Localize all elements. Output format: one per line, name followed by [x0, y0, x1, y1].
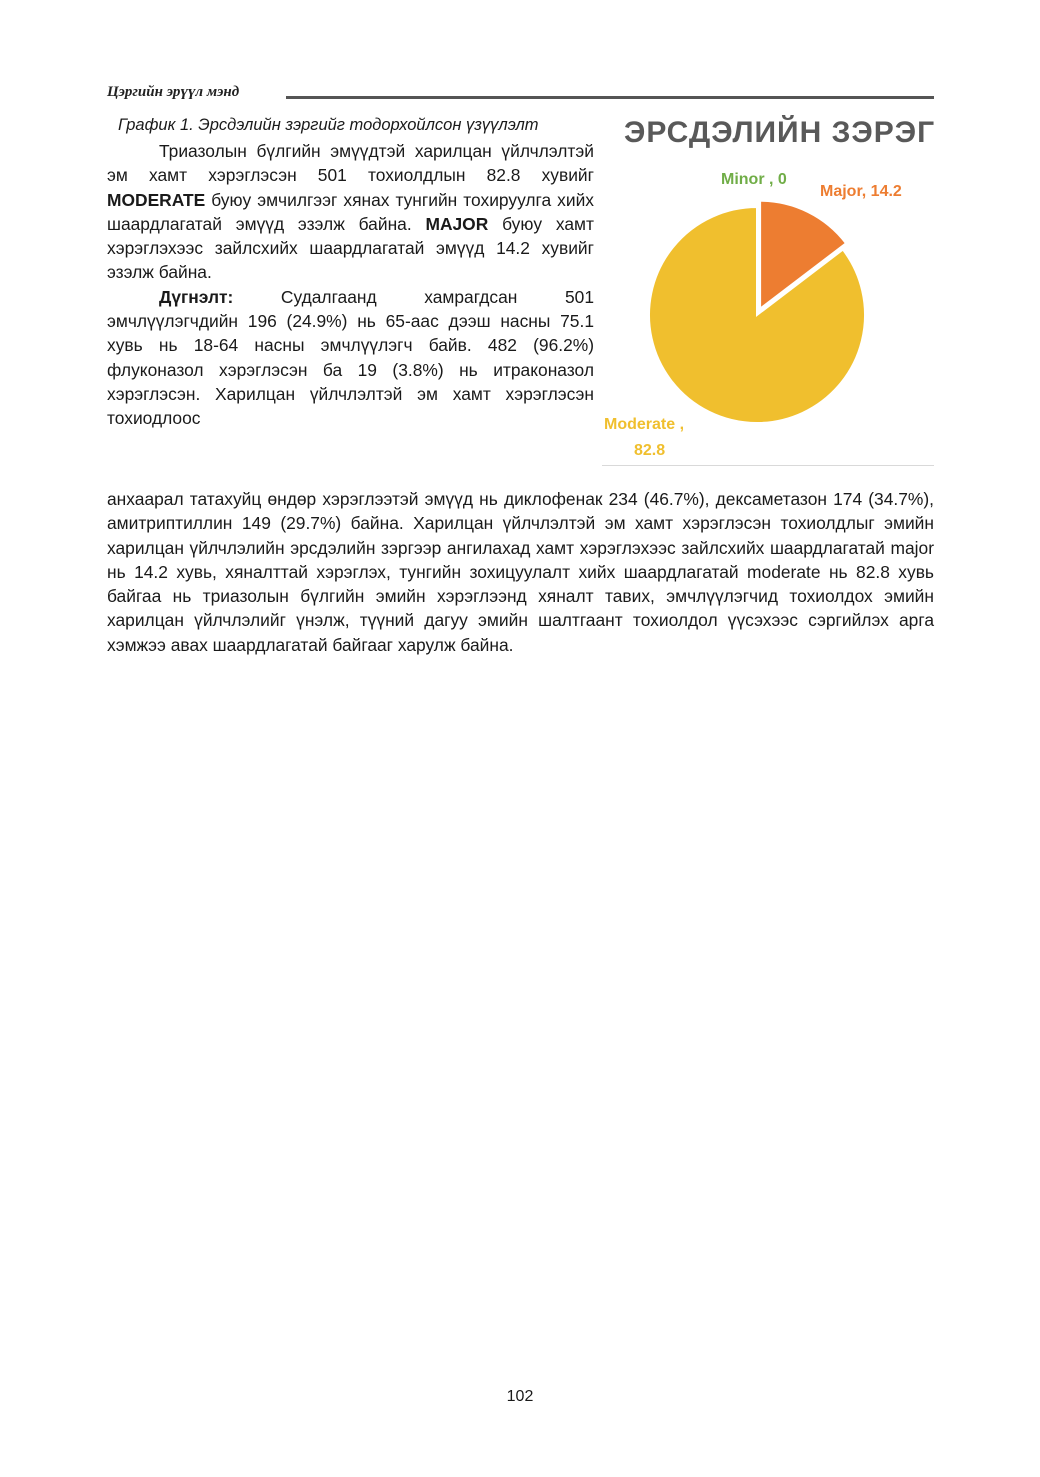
running-header: Цэргийн эрүүл мэнд	[107, 84, 240, 100]
para2-text-b: анхаарал татахуйц өндөр хэрэглээтэй эмүүд нь диклофенак 234 (46.7%), дексаметазон 174 (34.7%), амитриптиллин 149 (29.7%) байна. Харилцан үйлчлэлтэй эм хамт хэрэглэсэн тохиолдлыг эмийн харилцан үйлчлэлийн эрсдэлийн зэргээр ангилахад	[107, 489, 934, 558]
label-major: Major, 14.2	[820, 183, 902, 200]
label-moderate-name: Moderate ,	[604, 416, 685, 433]
para1-text-e: буюу хамт хэрэглэхээс зайлсхийх шаардлагатай эмүүд 14.2 хувийг эзэлж байна.	[107, 213, 594, 283]
major-term: MAJOR	[425, 213, 489, 234]
para1-text-c: буюу эмчилгээг хянах тунгийн тохируулга хийх шаардлагатай эмүүд эзэлж байна.	[107, 189, 594, 234]
figure-caption: График 1. Эрсдэлийн зэргийг тодорхойлсон үзүүлэлт	[118, 116, 539, 134]
label-minor: Minor , 0	[721, 171, 787, 188]
para2-text-a: Судалгаанд хамрагдсан 501 эмчлүүлэгчдийн 196 (24.9%) нь 65-аас дээш насны 75.1 хувь нь 18-64 насны эмчлүүлэгч байв. 482 (96.2%) флуконазол хэрэглэсэн ба 19 (3.8%) нь итраконазол хэрэглэсэн. Харилцан үйлчлэлтэй эм хамт хэрэглэсэн тохиодлоос	[107, 286, 594, 429]
chart-bottom-rule	[602, 465, 934, 466]
chart-title: ЭРСДЭЛИЙН ЗЭРЭГ	[624, 116, 936, 149]
label-moderate-value: 82.8	[634, 442, 666, 459]
moderate-term: MODERATE	[107, 189, 206, 210]
risk-pie-chart	[600, 108, 940, 470]
header-divider	[286, 96, 934, 99]
conclusion-label: Дүгнэлт:	[159, 286, 234, 307]
paragraph-2-start	[107, 285, 594, 431]
paragraph-1	[107, 139, 594, 285]
para1-text-a: Триазолын бүлгийн эмүүдтэй харилцан үйлчлэлтэй эм хамт хэрэглэсэн 501 тохиолдлын 82.8 хувийг	[107, 141, 594, 186]
para2-text-c: хамт хэрэглэхээс зайлсхийх шаардлагатай major нь 14.2 хувь, хяналттай хэрэглэх, тунгийн зохицуулалт хийх шаардлагатай moderate нь 82.8 хувь байгаа нь триазолын бүлгийн эмийн хэрэглээнд хяналт тавих, эмчлүүлэгчид тохиолдох эмийн харилцан үйлчлэлийг үнэлж, түүний дагуу эмийн шалтгаант тохиолдол үүсэхээс сэргийлэх арга хэмжээ авах шаардлагатай байгааг харулж байна.	[107, 537, 934, 655]
page-number: 102	[506, 1388, 534, 1405]
left-column-text	[107, 139, 594, 431]
full-width-text	[107, 487, 934, 657]
